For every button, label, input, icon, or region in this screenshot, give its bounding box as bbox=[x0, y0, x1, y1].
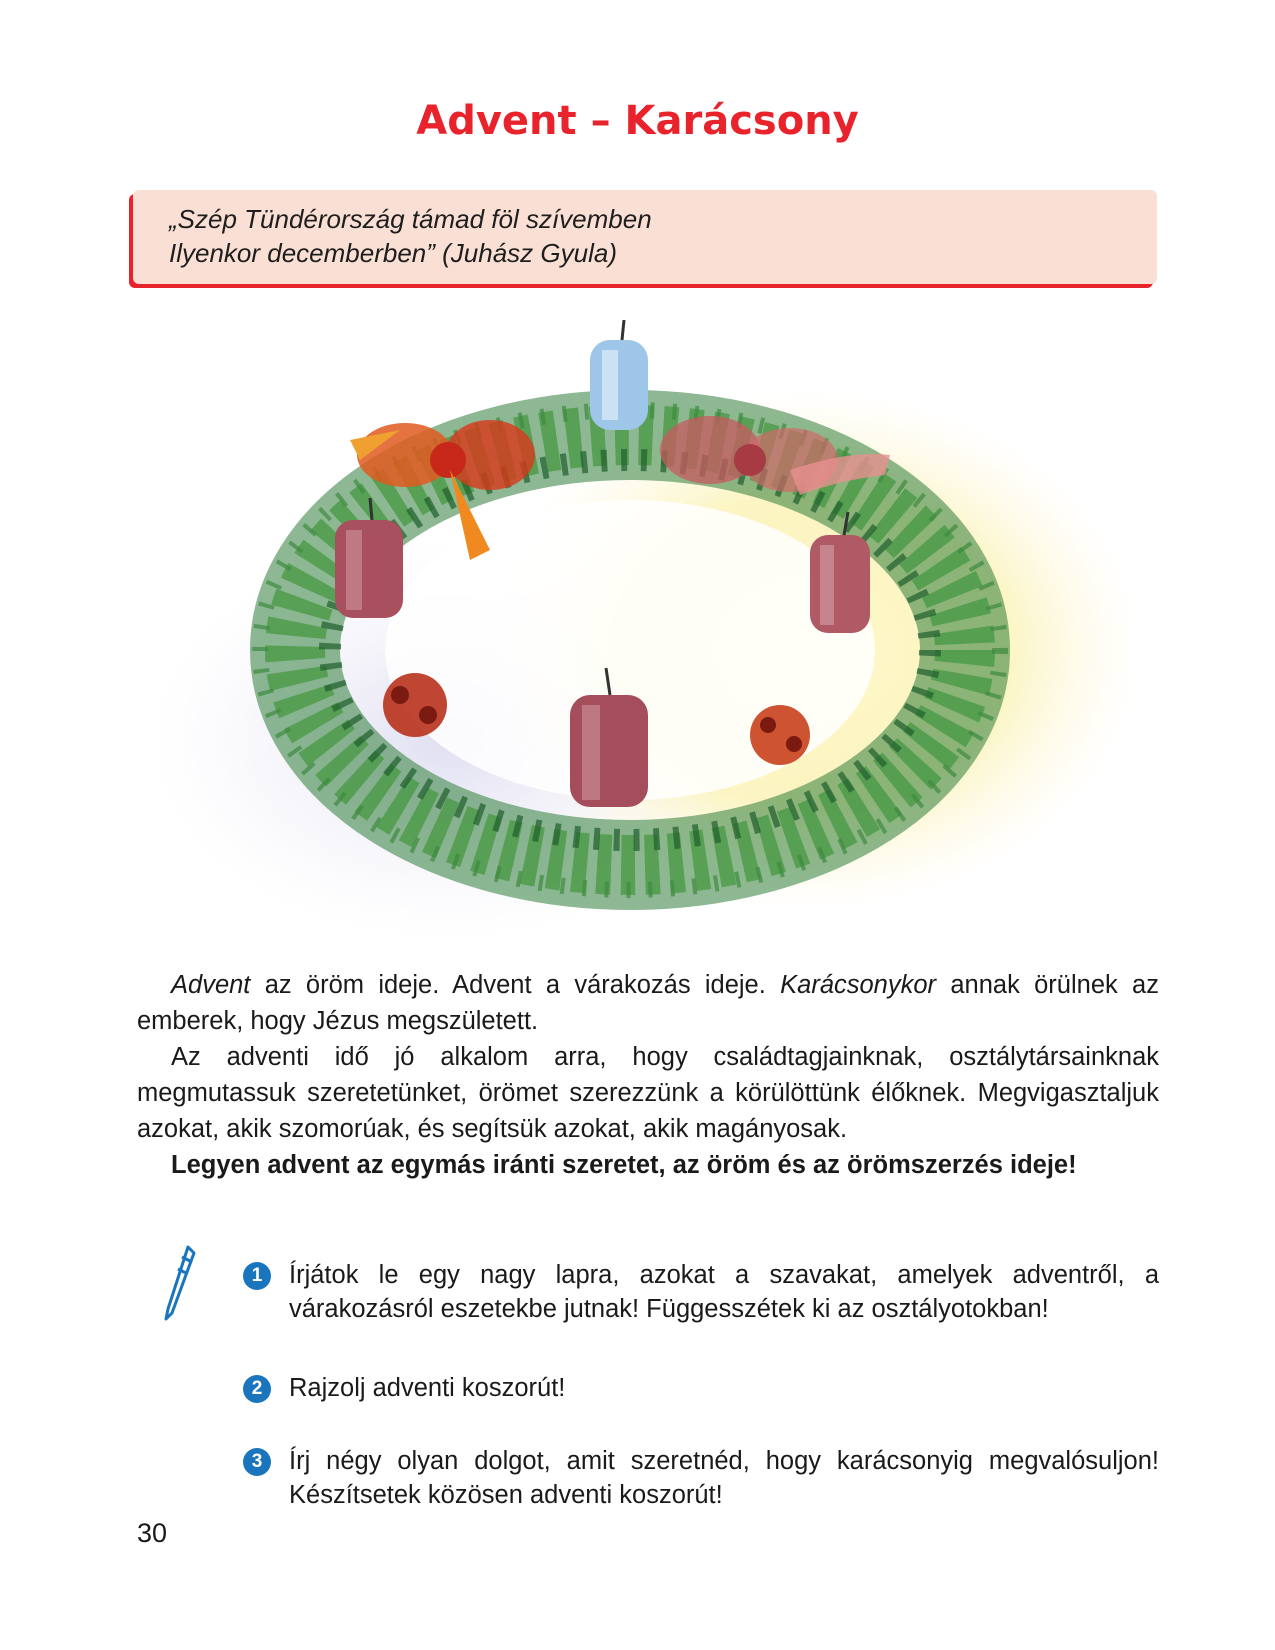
intro-text-2: annak örülnek az emberek, hogy Jézus megszületett. bbox=[137, 971, 1159, 1035]
quote-line-1: „Szép Tündérország támad föl szívemben bbox=[169, 204, 652, 234]
advent-wreath-illustration bbox=[150, 320, 1130, 950]
berries-right bbox=[750, 705, 810, 765]
paragraph-advent-time-text: Az adventi idő jó alkalom arra, hogy családtagjainknak, osztálytársainknak megmutassuk szeretetünket, örömet szerezzünk a körülöttünk élőknek. Megvigasztaljuk azokat, akik szomorúak, és segítsük azokat, akik magányosak. bbox=[137, 1043, 1159, 1143]
task-text: Írjátok le egy nagy lapra, azokat a szavakat, amelyek adventről, a várakozásról eszetekbe jutnak! Függesszétek ki az osztályotokban! bbox=[289, 1261, 1159, 1323]
berries-left bbox=[383, 673, 447, 737]
intro-text-1: az öröm ideje. Advent a várakozás ideje. bbox=[250, 971, 781, 999]
task-text: Írj négy olyan dolgot, amit szeretnéd, hogy karácsonyig megvalósuljon! Készítsetek közösen adventi koszorút! bbox=[289, 1447, 1159, 1509]
task-number-badge: 2 bbox=[243, 1375, 271, 1403]
term-karacsonykor: Karácsonykor bbox=[780, 971, 937, 999]
paragraph-advent-time bbox=[137, 1039, 1159, 1147]
task-number-badge: 3 bbox=[243, 1448, 271, 1476]
paragraph-intro bbox=[137, 967, 1159, 1039]
paragraph-emphasis bbox=[137, 1147, 1159, 1183]
quote-box bbox=[133, 190, 1157, 284]
paragraph-emphasis-text: Legyen advent az egymás iránti szeretet, az öröm és az örömszerzés ideje! bbox=[171, 1151, 1077, 1179]
page-title: Advent – Karácsony bbox=[416, 98, 859, 144]
term-advent: Advent bbox=[171, 971, 251, 999]
page-number: 30 bbox=[137, 1518, 168, 1548]
task-text: Rajzolj adventi koszorút! bbox=[289, 1374, 566, 1402]
pen-icon bbox=[160, 1243, 200, 1323]
quote-line-2: Ilyenkor decemberben” (Juhász Gyula) bbox=[169, 238, 617, 268]
task-number-badge: 1 bbox=[243, 1262, 271, 1290]
candle-blue bbox=[590, 320, 648, 430]
